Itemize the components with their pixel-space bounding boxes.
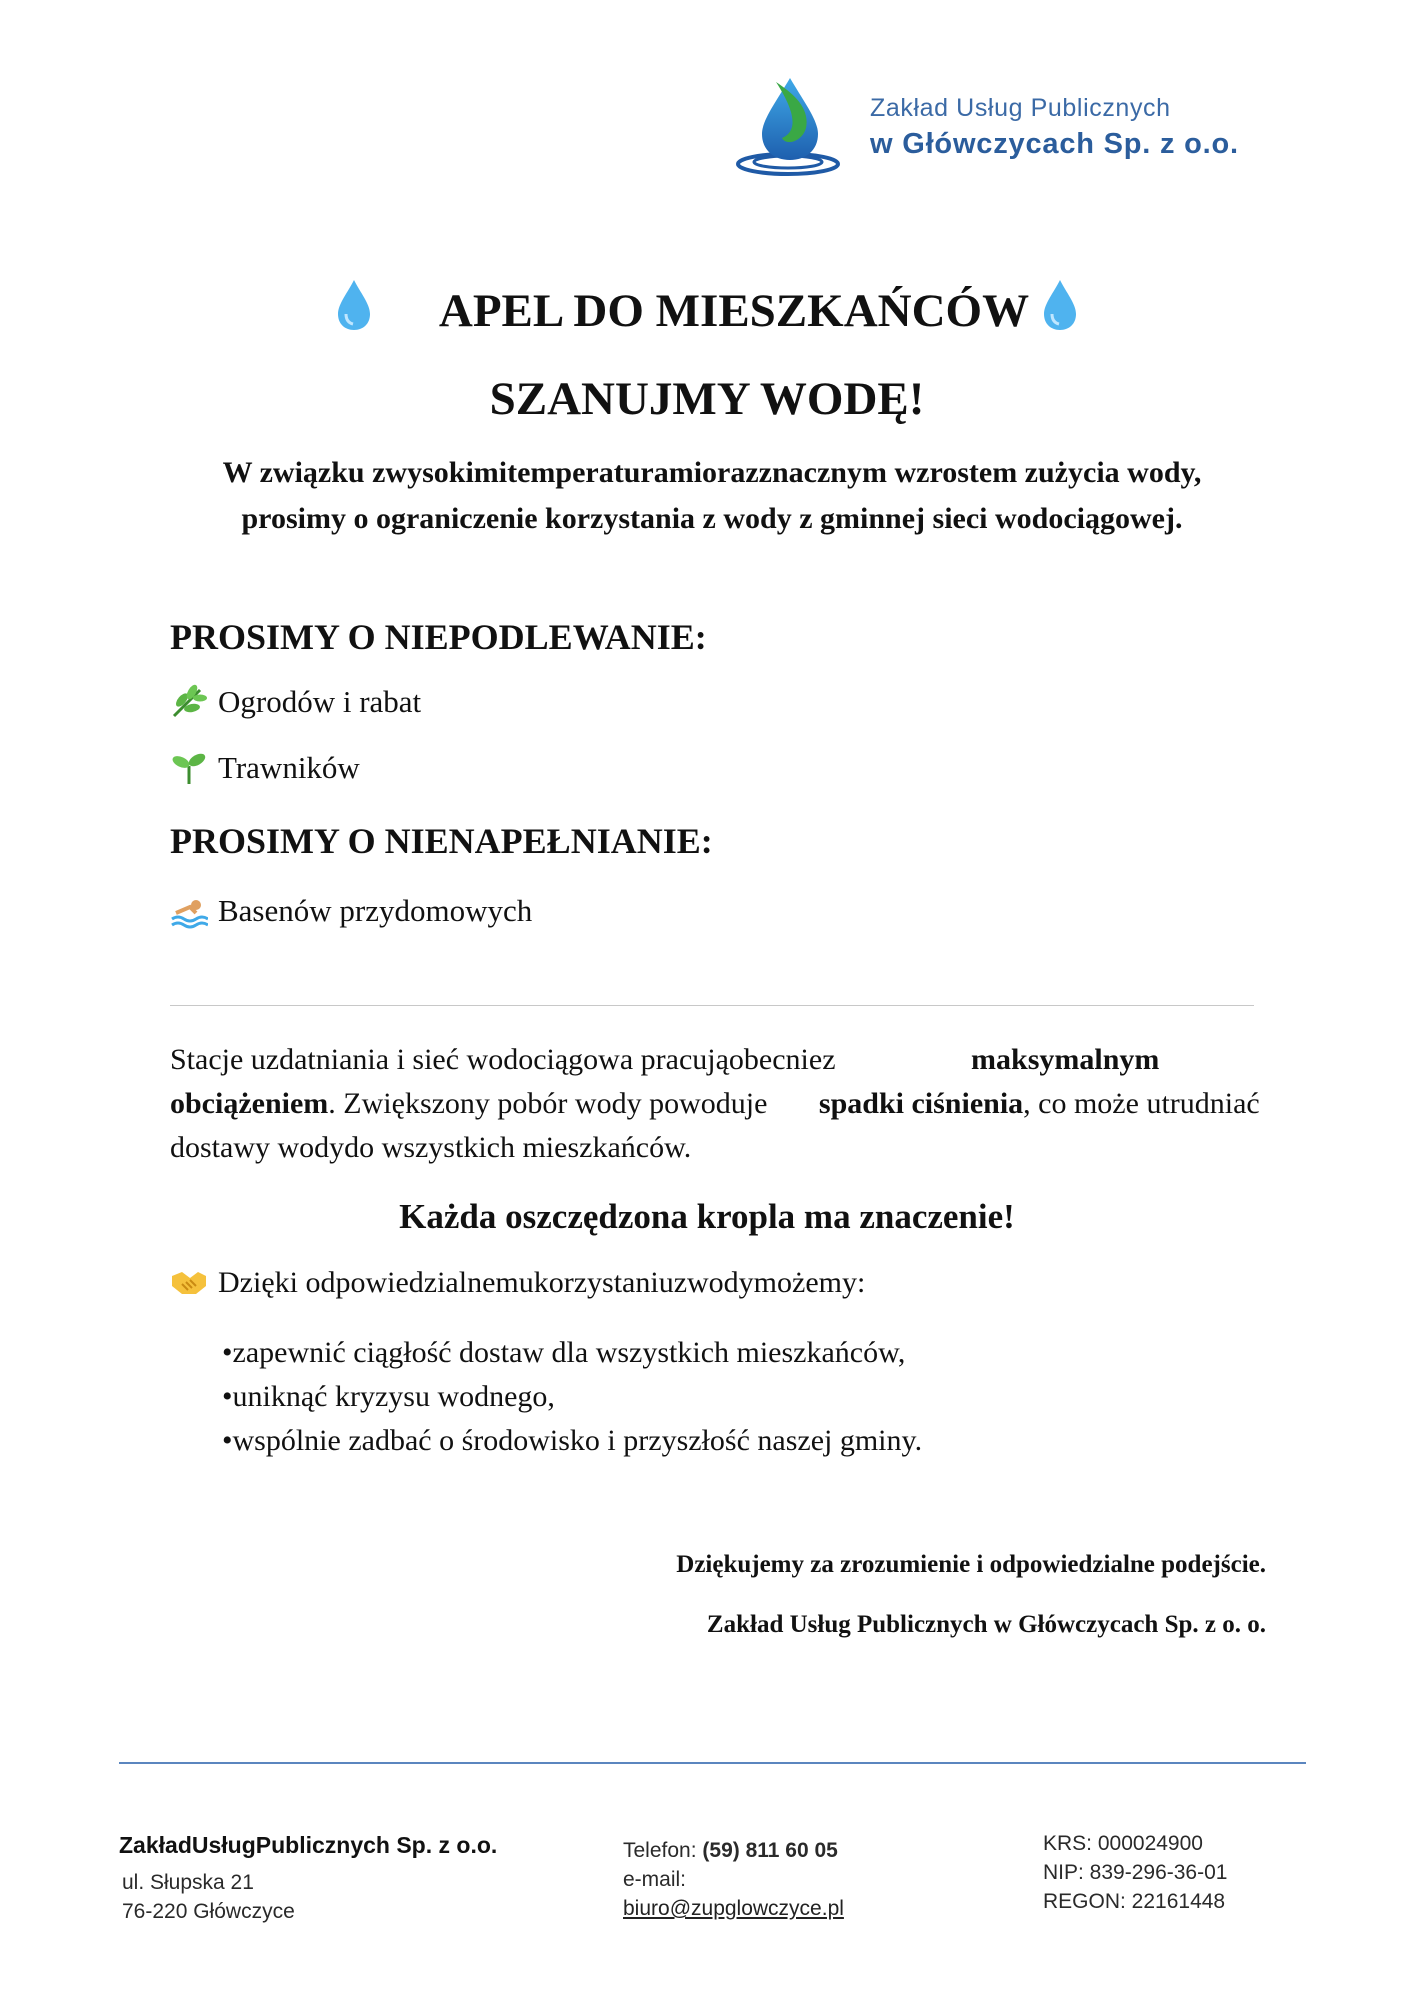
list-item-text: Ogrodów i rabat: [218, 684, 422, 719]
phone-number: (59) 811 60 05: [702, 1839, 838, 1862]
paragraph-bold-text: maksymalnym obciążeniem: [170, 1043, 1160, 1120]
footer-divider: [119, 1762, 1306, 1764]
list-item: •uniknąć kryzysu wodnego,: [222, 1380, 555, 1413]
droplet-icon: [1040, 278, 1080, 332]
paragraph-text: . Zwiększony pobór wody powoduje: [328, 1087, 768, 1120]
list-item: [170, 891, 532, 929]
title-text: APEL DO MIESZKAŃCÓW: [438, 285, 1029, 337]
seedling-icon: [170, 748, 208, 786]
list-item-text: Trawników: [218, 750, 360, 785]
list-item-text: Basenów przydomowych: [218, 893, 533, 928]
footer-company-name: ZakładUsługPublicznych Sp. z o.o.: [119, 1832, 498, 1858]
footer-email-label: e-mail:: [623, 1868, 687, 1891]
list-item: •wspólnie zadbać o środowisko i przyszłość naszej gminy.: [222, 1424, 923, 1457]
footer-address: [122, 1868, 295, 1926]
logo-text-line2: w Główczycach Sp. z o.o.: [870, 128, 1239, 160]
footer-nip: NIP: 839-296-36-01: [1043, 1861, 1228, 1884]
page-subtitle: SZANUJMY WODĘ!: [489, 373, 925, 425]
list-item: [170, 748, 360, 786]
signature-thanks: Dziękujemy za zrozumienie i odpowiedzialne podejście.: [676, 1551, 1266, 1578]
company-logo: [736, 72, 1256, 182]
logo-text-line1: Zakład Usług Publicznych: [870, 94, 1171, 122]
footer-krs: KRS: 000024900: [1043, 1832, 1203, 1855]
swimmer-icon: [170, 891, 208, 929]
herb-icon: [170, 682, 208, 720]
handshake-icon: [170, 1262, 208, 1300]
footer-registry-ids: [1043, 1829, 1227, 1916]
list-item: [170, 682, 421, 720]
section-header-filling: PROSIMY O NIENAPEŁNIANIE:: [170, 821, 713, 861]
intro-paragraph: W związku zwysokimitemperaturamiorazznacznym wzrostem zużycia wody, prosimy o ograniczenie korzystania z wody z gminnej sieci wodociągowej.: [222, 456, 1202, 535]
divider: [170, 1005, 1254, 1006]
list-item: •zapewnić ciągłość dostaw dla wszystkich mieszkańców,: [222, 1336, 906, 1369]
paragraph-text: Stacje uzdatniania i sieć wodociągowa pracująobecniez: [170, 1043, 836, 1076]
water-drop-ripple-icon: [736, 72, 842, 182]
paragraph-bold-text: spadki ciśnienia: [818, 1087, 1024, 1120]
benefits-lead-text: Dzięki odpowiedzialnemukorzystaniuzwodymożemy:: [218, 1266, 866, 1299]
motto-heading: Każda oszczędzona kropla ma znaczenie!: [399, 1197, 1015, 1236]
footer-phone: [623, 1836, 844, 1865]
footer-city: 76-220 Główczyce: [122, 1900, 295, 1923]
section-header-watering: PROSIMY O NIEPODLEWANIE:: [170, 617, 707, 657]
body-paragraph: [170, 1038, 1264, 1170]
page-title: [0, 278, 1414, 338]
footer-regon: REGON: 22161448: [1043, 1890, 1226, 1913]
benefits-list: [222, 1331, 922, 1463]
phone-label: Telefon:: [623, 1839, 703, 1862]
signature-company: Zakład Usług Publicznych w Główczycach Sp. z o. o.: [706, 1611, 1266, 1638]
benefits-lead: [170, 1262, 865, 1300]
footer-street: ul. Słupska 21: [122, 1871, 254, 1894]
footer-contact: [623, 1836, 844, 1923]
email-link[interactable]: biuro@zupglowczyce.pl: [623, 1897, 844, 1920]
paragraph-text: , co może utrudniać dostawy wodydo wszystkich mieszkańców.: [170, 1087, 1260, 1164]
droplet-icon: [334, 278, 374, 332]
